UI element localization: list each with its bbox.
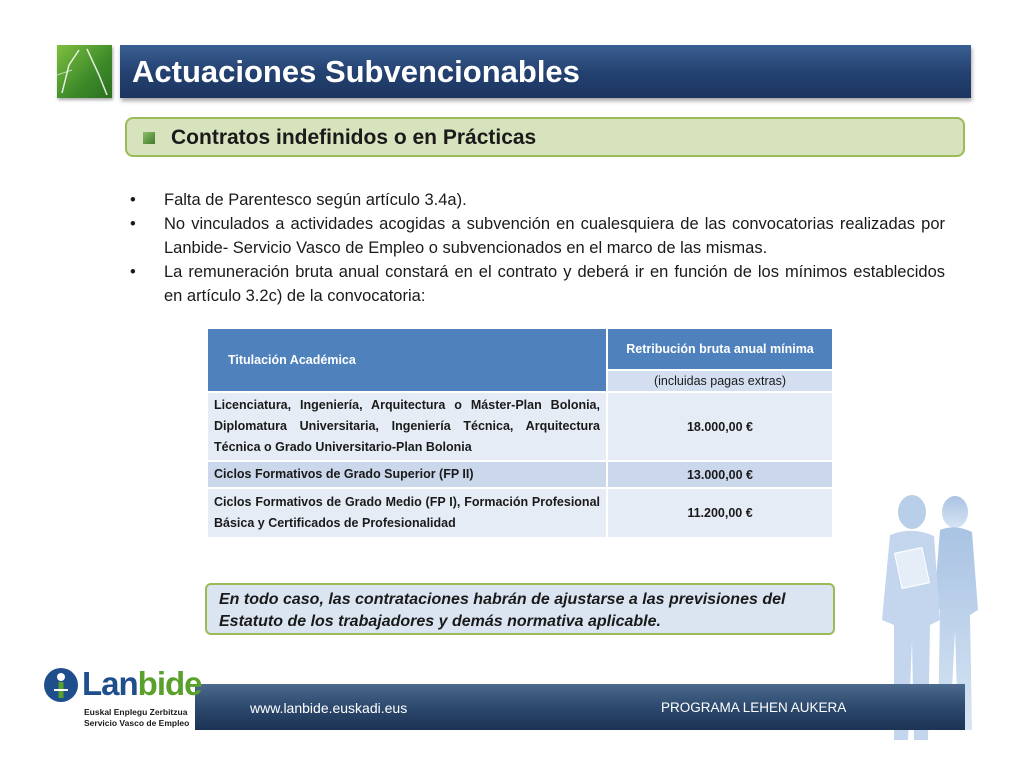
section-subtitle: Contratos indefinidos o en Prácticas: [171, 126, 537, 149]
lanbide-logo: [44, 665, 202, 745]
list-item-text: No vinculados a actividades acogidas a subvención en cualesquiera de las convocatorias realizadas por Lanbide- Servicio Vasco de Empleo o subvencionados en el marco de las mismas.: [164, 215, 945, 257]
title-bar: [120, 45, 971, 98]
logo-subtitle-es: Servicio Vasco de Empleo: [84, 718, 190, 728]
lanbide-wordmark: [82, 665, 202, 703]
table-cell-retribucion: 11.200,00 €: [607, 488, 833, 538]
table-cell-retribucion: 13.000,00 €: [607, 461, 833, 488]
table-cell-titulacion: Licenciatura, Ingeniería, Arquitectura o Máster-Plan Bolonia, Diplomatura Universitaria, Ingeniería Técnica, Arquitectura Técnica o Grado Universitario-Plan Bolonia: [207, 392, 607, 461]
list-item-text: Falta de Parentesco según artículo 3.4a).: [164, 191, 467, 209]
table-cell-titulacion: Ciclos Formativos de Grado Superior (FP II): [207, 461, 607, 488]
footer-url-link[interactable]: www.lanbide.euskadi.eus: [250, 700, 408, 716]
logo-name-part-2: bide: [137, 665, 202, 702]
decorative-lines-icon: [57, 45, 112, 98]
section-subtitle-box: [125, 117, 965, 157]
bullet-icon: •: [130, 191, 136, 209]
requirements-list: [128, 188, 945, 308]
column-header-titulacion: Titulación Académica: [207, 328, 607, 392]
footer-bar: [195, 684, 965, 730]
table-row: [207, 392, 833, 461]
square-bullet-icon: [143, 132, 155, 144]
lanbide-logo-icon: [44, 668, 78, 702]
bullet-icon: •: [130, 263, 136, 281]
column-subheader: (incluidas pagas extras): [607, 370, 833, 392]
header-logo-square: [57, 45, 112, 98]
table-cell-retribucion: 18.000,00 €: [607, 392, 833, 461]
list-item: [128, 188, 945, 212]
footer-program-name: PROGRAMA LEHEN AUKERA: [661, 700, 847, 715]
logo-subtitle-eu: Euskal Enplegu Zerbitzua: [84, 707, 188, 717]
page-title: Actuaciones Subvencionables: [132, 54, 580, 89]
note-text: En todo caso, las contrataciones habrán de ajustarse a las previsiones del Estatuto de los trabajadores y demás normativa aplicable.: [219, 591, 786, 630]
column-header-retribucion: Retribución bruta anual mínima: [607, 328, 833, 370]
table-row: [207, 461, 833, 488]
note-box: [205, 583, 835, 635]
table-row: [207, 488, 833, 538]
bullet-icon: •: [130, 215, 136, 233]
table-cell-titulacion: Ciclos Formativos de Grado Medio (FP I), Formación Profesional Básica y Certificados de Profesionalidad: [207, 488, 607, 538]
salary-table: [206, 327, 834, 539]
list-item: [128, 212, 945, 260]
table-header-row: [207, 328, 833, 370]
logo-name-part-1: Lan: [82, 665, 138, 702]
list-item-text: La remuneración bruta anual constará en el contrato y deberá ir en función de los mínimos establecidos en artículo 3.2c) de la convocatoria:: [164, 263, 945, 305]
list-item: [128, 260, 945, 308]
